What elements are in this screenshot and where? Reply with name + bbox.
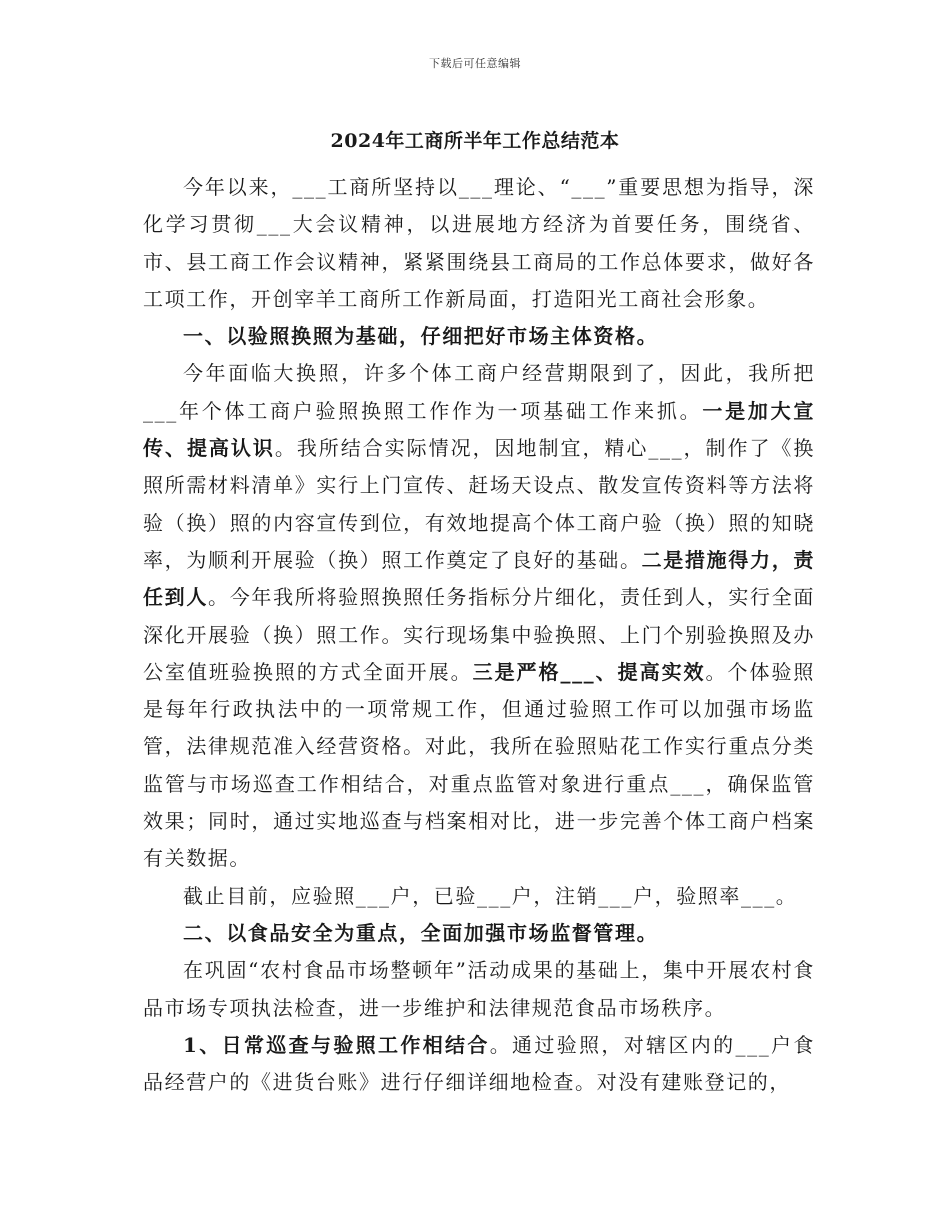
paragraph-daily-inspection [143, 1027, 815, 1102]
paragraph-intro: 今年以来，___工商所坚持以___理论、“___”重要思想为指导，深化学习贯彻___大会议精神，以进展地方经济为首要任务，围绕省、市、县工商工作会议精神，紧紧围绕县工商局的工作总体要求，做好各工项工作，开创宰羊工商所工作新局面，打造阳光工商社会形象。 [143, 175, 815, 311]
bold-point-1: 一是加大宣传、提高认识 [143, 398, 816, 461]
paragraph-text: 。通过验照，对辖区内的___户食品经营户的《进货台账》进行仔细详细地检查。对没有建账登记的， [143, 1032, 815, 1095]
paragraph-license-renewal [143, 355, 815, 877]
paragraph-text: 。今年我所将验照换照任务指标分片细化，责任到人，实行全面深化开展验（换）照工作。实行现场集中验换照、上门个别验换照及办公室值班验换照的方式全面开展。 [143, 585, 815, 684]
bold-point-3: 三是严格___、提高实效 [472, 659, 706, 684]
section-heading-1: 一、以验照换照为基础，仔细把好市场主体资格。 [183, 324, 659, 349]
document-body [143, 169, 815, 1101]
header-note: 下载后可任意编辑 [429, 57, 521, 70]
section-heading-2: 二、以食品安全为重点，全面加强市场监督管理。 [183, 920, 659, 945]
paragraph-text: 。我所结合实际情况，因地制宜，精心___，制作了《换照所需材料清单》实行上门宣传、赶场天设点、散发宣传资料等方法将验（换）照的内容宣传到位，有效地提高个体工商户验（换）照的知晓率，为顺利开展验（换）照工作奠定了良好的基础。 [143, 436, 815, 572]
bold-point-daily: 1、日常巡查与验照工作相结合 [183, 1032, 490, 1057]
paragraph-text: 。个体验照是每年行政执法中的一项常规工作，但通过验照工作可以加强市场监管，法律规范准入经营资格。对此，我所在验照贴花工作实行重点分类监管与市场巡查工作相结合，对重点监管对象进行重点___，确保监管效果；同时，通过实地巡查与档案相对比，进一步完善个体工商户档案有关数据。 [143, 659, 816, 871]
paragraph-food-safety: 在巩固“农村食品市场整顿年”活动成果的基础上，集中开展农村食品市场专项执法检查，进一步维护和法律规范食品市场秩序。 [143, 958, 815, 1020]
document-title: 2024年工商所半年工作总结范本 [330, 130, 620, 152]
paragraph-statistics: 截止目前，应验照___户，已验___户，注销___户，验照率___。 [183, 883, 798, 908]
paragraph-text: 今年面临大换照，许多个体工商户经营期限到了，因此，我所把___年个体工商户验照换照工作作为一项基础工作来抓。 [143, 361, 815, 423]
bold-point-2: 二是措施得力，责任到人 [143, 547, 815, 610]
